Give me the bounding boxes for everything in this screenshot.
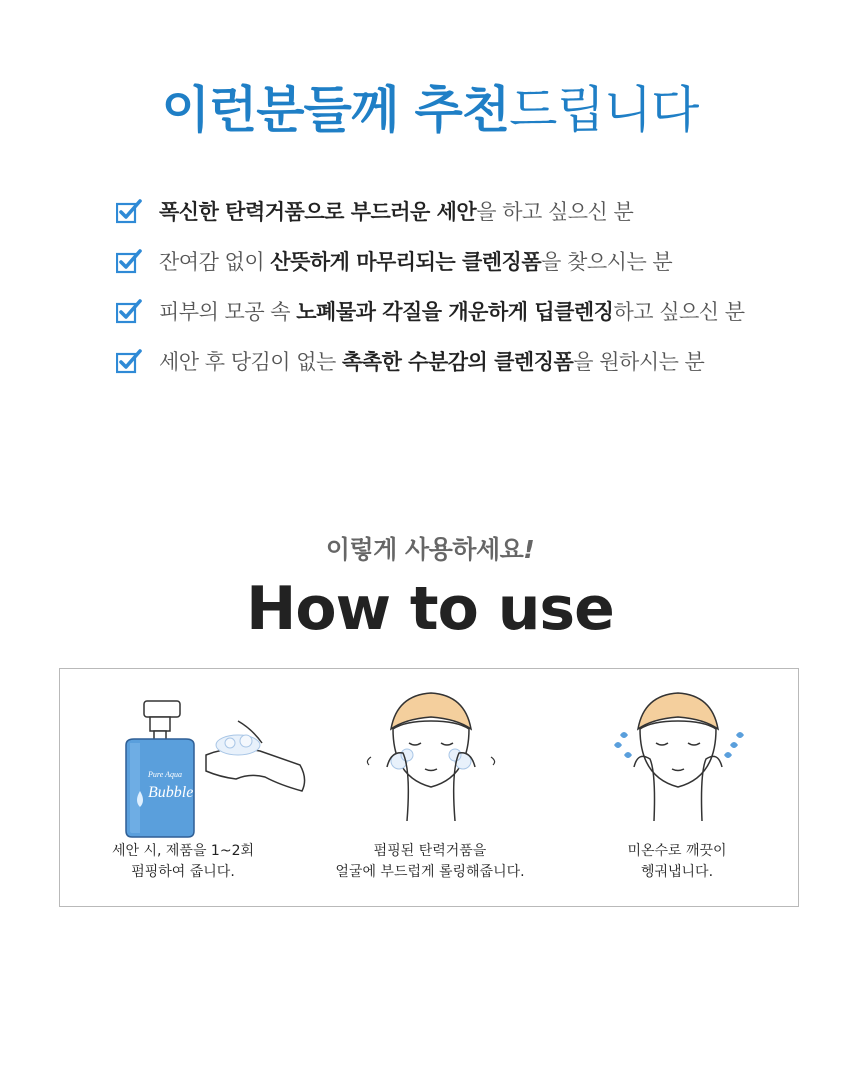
checkbox-checked-icon (116, 198, 142, 224)
howto-step-3-line2: 헹궈냅니다. (640, 864, 714, 880)
checkbox-checked-icon (116, 348, 142, 374)
checkbox-checked-icon (116, 298, 142, 324)
howto-step-2-caption (307, 841, 553, 883)
recommend-item-plain: 을 하고 싶으신 분 (476, 200, 634, 224)
recommend-title-bold: 이런분들께 추천 (161, 81, 510, 139)
recommend-item-text (159, 346, 704, 376)
recommend-item-text (159, 196, 633, 226)
foam-bottle-hand-icon (60, 681, 306, 841)
face-lathering-icon (307, 681, 553, 841)
recommend-item-text (159, 246, 672, 276)
recommend-item-plain: 세안 후 당김이 없는 (159, 350, 342, 374)
recommend-item-emphasis: 촉촉한 수분감의 클렌징폼 (342, 350, 574, 374)
bottle-brand-small: Pure Aqua (148, 770, 182, 779)
recommend-item-plain: 잔여감 없이 (159, 250, 271, 274)
howto-step-1 (60, 681, 306, 901)
bottle-brand: Bubble (148, 784, 194, 801)
howto-step-3-line1: 미온수로 깨끗이 (627, 843, 727, 859)
howto-step-1-caption (60, 841, 306, 883)
howto-step-3 (554, 681, 800, 901)
howto-step-1-line2: 펌핑하여 줍니다. (131, 864, 235, 880)
howto-subtitle (0, 530, 860, 566)
howto-step-2 (307, 681, 553, 901)
recommend-item-emphasis: 폭신한 탄력거품으로 부드러운 세안 (159, 200, 477, 224)
howto-subtitle-text: 이렇게 사용하세요 (325, 535, 524, 564)
howto-step-3-caption (554, 841, 800, 883)
howto-step-2-line1: 펌핑된 탄력거품을 (373, 843, 487, 859)
recommend-title (0, 78, 860, 142)
recommend-item-emphasis: 노폐물과 각질을 개운하게 딥클렌징 (296, 300, 614, 324)
recommend-item-text (159, 296, 745, 326)
recommend-item (116, 336, 836, 386)
recommend-checklist (116, 186, 836, 386)
recommend-item-plain: 을 찾으시는 분 (541, 250, 673, 274)
recommend-item (116, 186, 836, 236)
recommend-item (116, 236, 836, 286)
howto-steps-box (59, 668, 799, 907)
howto-step-2-line2: 얼굴에 부드럽게 롤링해줍니다. (335, 864, 525, 880)
recommend-item-plain: 을 원하시는 분 (573, 350, 705, 374)
face-rinsing-icon (554, 681, 800, 841)
howto-step-1-line1: 세안 시, 제품을 1~2회 (111, 843, 254, 859)
recommend-item-plain: 피부의 모공 속 (159, 300, 297, 324)
checkbox-checked-icon (116, 248, 142, 274)
recommend-item-plain: 하고 싶으신 분 (613, 300, 745, 324)
recommend-item-emphasis: 산뜻하게 마무리되는 클렌징폼 (270, 250, 542, 274)
howto-title: How to use (246, 574, 614, 644)
howto-subtitle-mark: ! (523, 535, 535, 564)
recommend-item (116, 286, 836, 336)
recommend-title-light: 드립니다 (509, 81, 699, 139)
